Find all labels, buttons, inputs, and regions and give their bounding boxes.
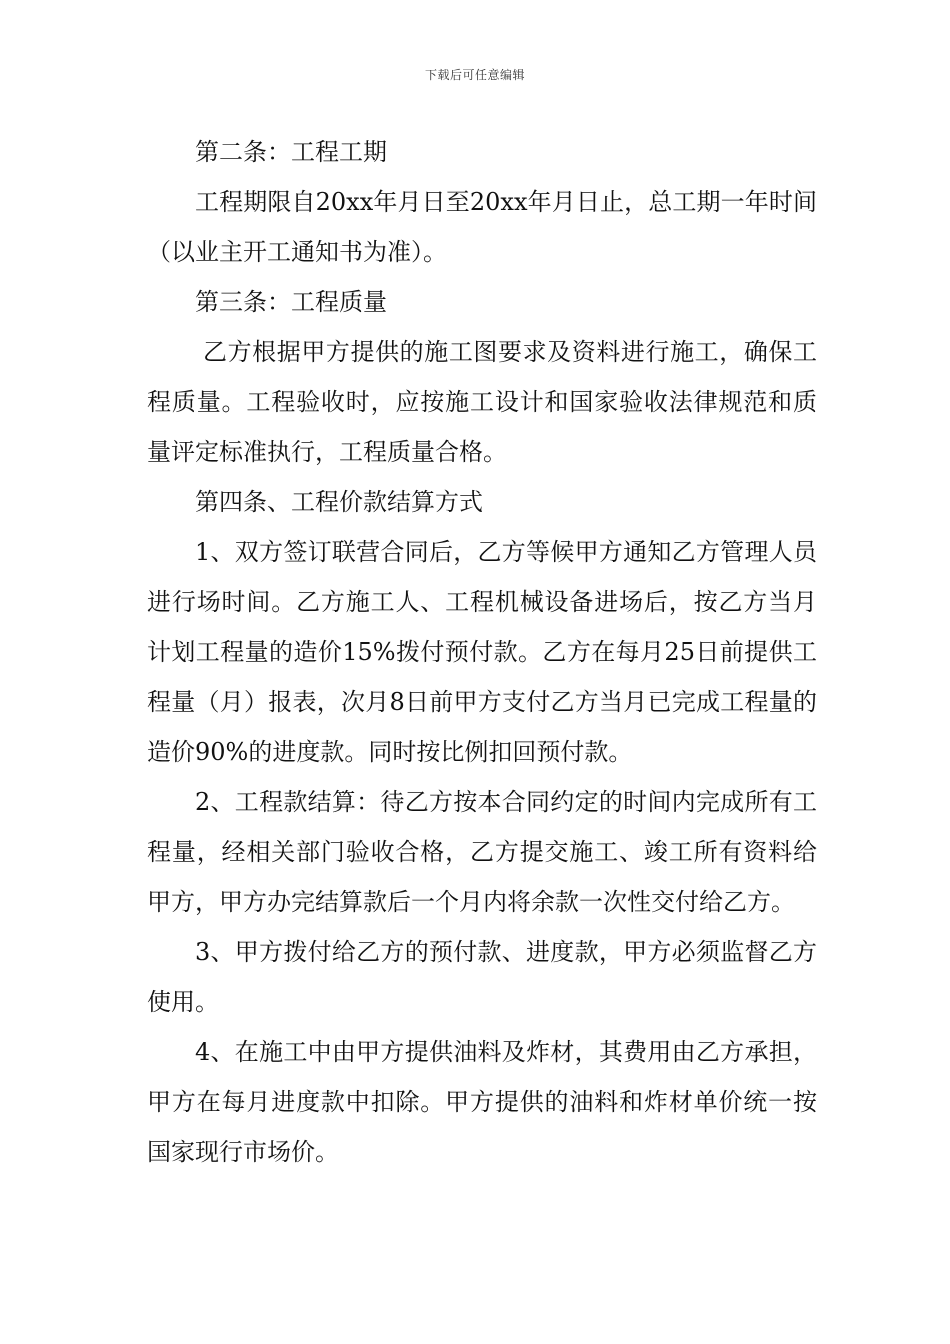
page-header-note: 下载后可任意编辑: [424, 68, 525, 82]
article-2-paragraph: 工程期限自20xx年月日至20xx年月日止，总工期一年时间（以业主开工通知书为准）。: [147, 188, 817, 266]
article-2-title: 第二条：工程工期: [195, 138, 387, 166]
document-body: [147, 127, 817, 1177]
article-4-item-4: 4、在施工中由甲方提供油料及炸材，其费用由乙方承担，甲方在每月进度款中扣除。甲方提供的油料和炸材单价统一按国家现行市场价。: [147, 1038, 817, 1166]
article-4-item-1: 1、双方签订联营合同后，乙方等候甲方通知乙方管理人员进行场时间。乙方施工人、工程机械设备进场后，按乙方当月计划工程量的造价15%拨付预付款。乙方在每月25日前提供工程量（月）报表，次月8日前甲方支付乙方当月已完成工程量的造价90%的进度款。同时按比例扣回预付款。: [147, 538, 817, 766]
article-4-item-2: 2、工程款结算：待乙方按本合同约定的时间内完成所有工程量，经相关部门验收合格，乙方提交施工、竣工所有资料给甲方，甲方办完结算款后一个月内将余款一次性交付给乙方。: [147, 788, 817, 916]
article-3-paragraph: 乙方根据甲方提供的施工图要求及资料进行施工，确保工程质量。工程验收时，应按施工设计和国家验收法律规范和质量评定标准执行，工程质量合格。: [147, 338, 817, 466]
article-4-title: 第四条、工程价款结算方式: [195, 488, 483, 516]
article-4-item-3: 3、甲方拨付给乙方的预付款、进度款，甲方必须监督乙方使用。: [147, 938, 817, 1016]
article-3-title: 第三条：工程质量: [195, 288, 387, 316]
